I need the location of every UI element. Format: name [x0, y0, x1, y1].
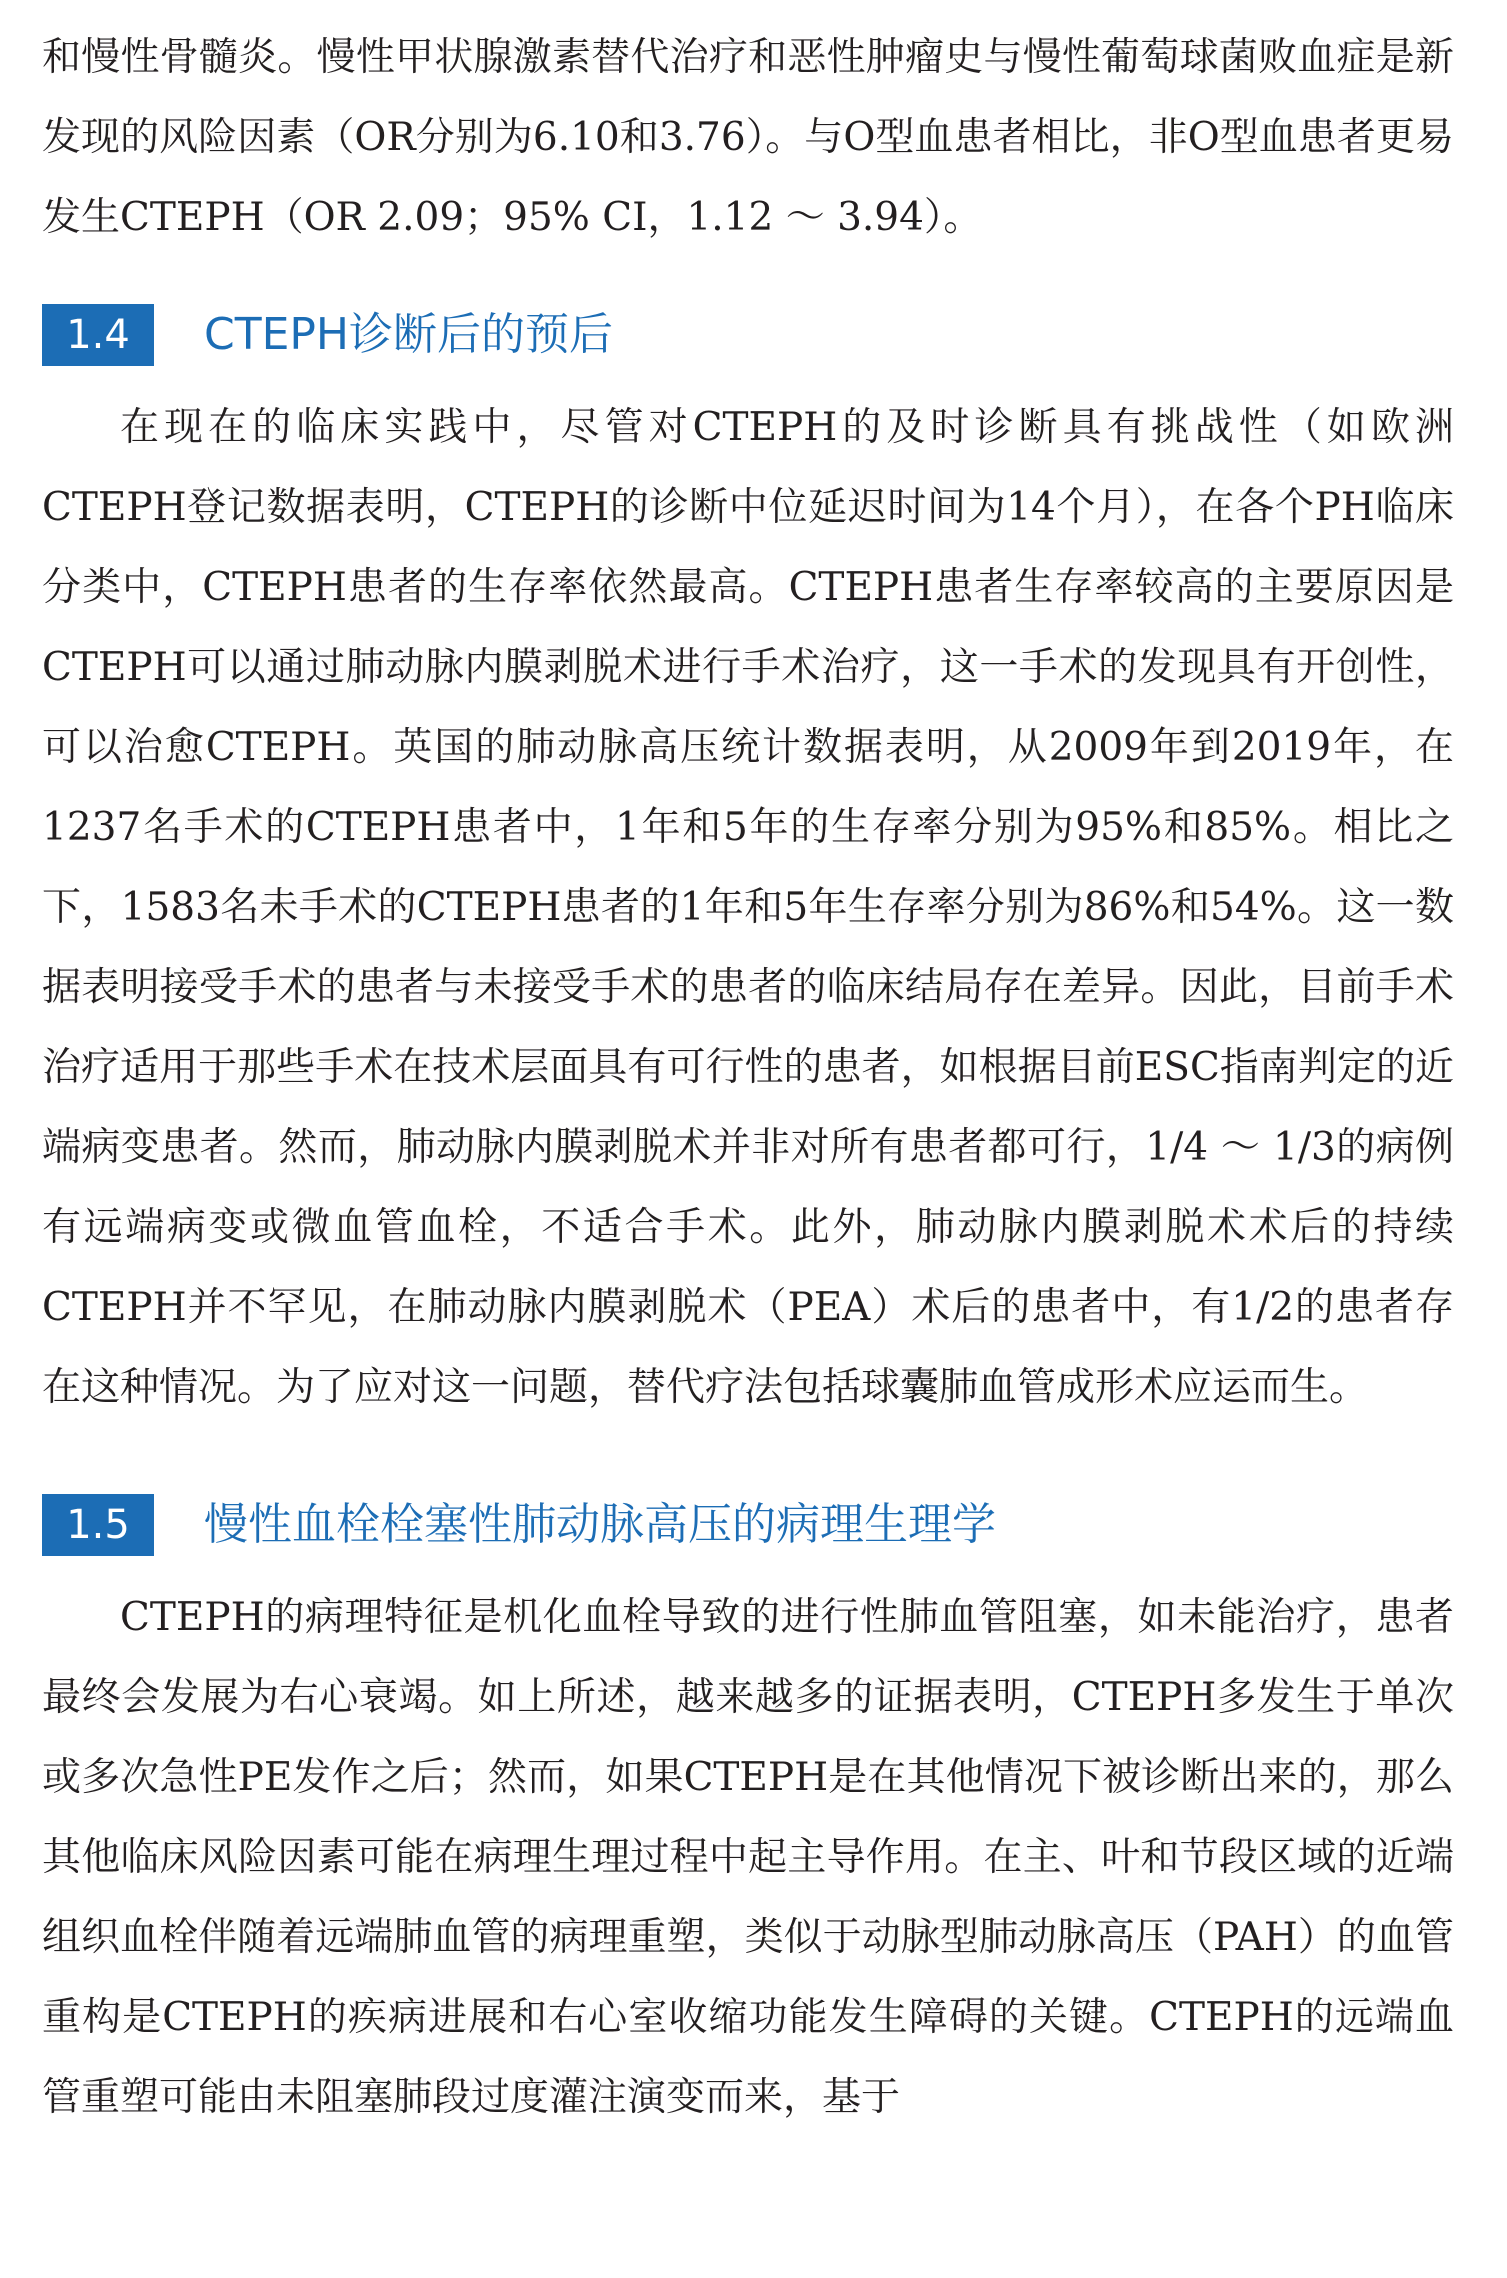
section-heading-1-5: [42, 1494, 1454, 1556]
section-title: CTEPH诊断后的预后: [204, 309, 614, 360]
section-title: 慢性血栓栓塞性肺动脉高压的病理生理学: [204, 1499, 996, 1550]
section-1-5-paragraph: CTEPH的病理特征是机化血栓导致的进行性肺血管阻塞，如未能治疗，患者最终会发展为右心衰竭。如上所述，越来越多的证据表明，CTEPH多发生于单次或多次急性PE发作之后；然而，如果CTEPH是在其他情况下被诊断出来的，那么其他临床风险因素可能在病理生理过程中起主导作用。在主、叶和节段区域的近端组织血栓伴随着远端肺血管的病理重塑，类似于动脉型肺动脉高压（PAH）的血管重构是CTEPH的疾病进展和右心室收缩功能发生障碍的关键。CTEPH的远端血管重塑可能由未阻塞肺段过度灌注演变而来，基于: [42, 1595, 1454, 2120]
section-1-4-paragraph: 在现在的临床实践中，尽管对CTEPH的及时诊断具有挑战性（如欧洲CTEPH登记数据表明，CTEPH的诊断中位延迟时间为14个月），在各个PH临床分类中，CTEPH患者的生存率依然最高。CTEPH患者生存率较高的主要原因是CTEPH可以通过肺动脉内膜剥脱术进行手术治疗，这一手术的发现具有开创性，可以治愈CTEPH。英国的肺动脉高压统计数据表明，从2009年到2019年，在1237名手术的CTEPH患者中，1年和5年的生存率分别为95%和85%。相比之下，1583名未手术的CTEPH患者的1年和5年生存率分别为86%和54%。这一数据表明接受手术的患者与未接受手术的患者的临床结局存在差异。因此，目前手术治疗适用于那些手术在技术层面具有可行性的患者，如根据目前ESC指南判定的近端病变患者。然而，肺动脉内膜剥脱术并非对所有患者都可行，1/4 ～ 1/3的病例有远端病变或微血管血栓，不适合手术。此外，肺动脉内膜剥脱术术后的持续CTEPH并不罕见，在肺动脉内膜剥脱术（PEA）术后的患者中，有1/2的患者存在这种情况。为了应对这一问题，替代疗法包括球囊肺血管成形术应运而生。: [42, 405, 1454, 1410]
section-number-badge: 1.5: [42, 1494, 154, 1556]
intro-paragraph: 和慢性骨髓炎。慢性甲状腺激素替代治疗和恶性肿瘤史与慢性葡萄球菌败血症是新发现的风险因素（OR分别为6.10和3.76）。与O型血患者相比，非O型血患者更易发生CTEPH（OR 2.09；95% CI，1.12 ～ 3.94）。: [42, 35, 1454, 240]
section-heading-1-4: [42, 304, 1454, 366]
document-page: [42, 18, 1454, 2138]
section-number-badge: 1.4: [42, 304, 154, 366]
